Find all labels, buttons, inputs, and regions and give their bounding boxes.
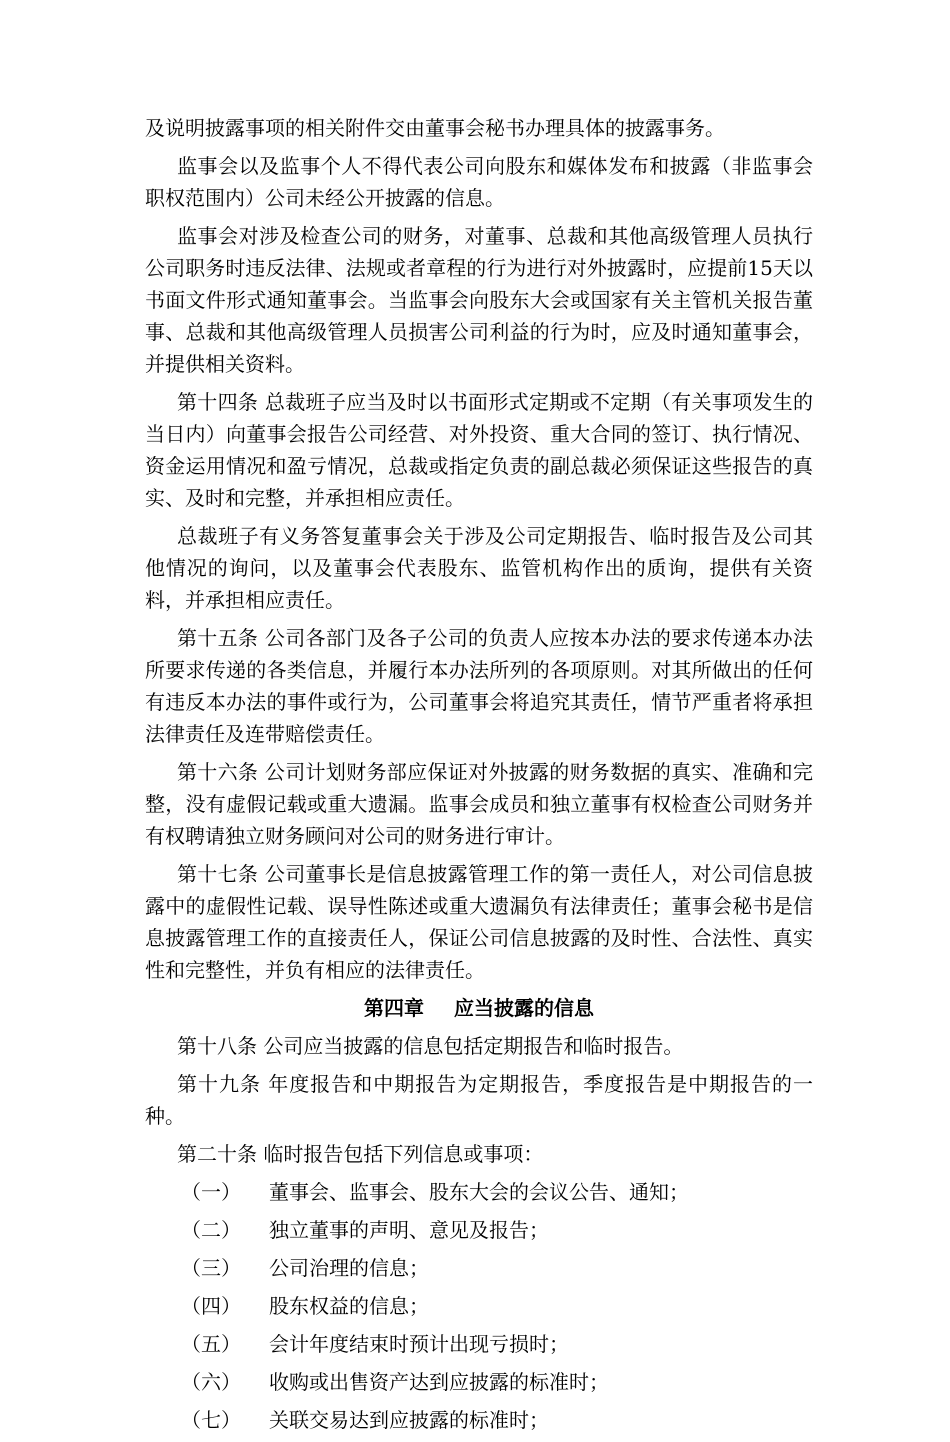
- paragraph-president-obligation: 总裁班子有义务答复董事会关于涉及公司定期报告、临时报告及公司其他情况的询问，以及董事会代表股东、监管机构作出的质询，提供有关资料，并承担相应责任。: [145, 524, 813, 612]
- list-item-text: 会计年度结束时预计出现亏损时；: [269, 1332, 569, 1356]
- list-item-text: 关联交易达到应披露的标准时；: [269, 1408, 549, 1432]
- list-item-number: （七）: [181, 1408, 241, 1432]
- list-item-number: （二）: [181, 1218, 241, 1242]
- list-item-number: （一）: [181, 1180, 241, 1204]
- list-item-text: 收购或出售资产达到应披露的标准时；: [269, 1370, 609, 1394]
- article-16: 第十六条 公司计划财务部应保证对外披露的财务数据的真实、准确和完整，没有虚假记载或重大遗漏。监事会成员和独立董事有权检查公司财务并有权聘请独立财务顾问对公司的财务进行审计。: [145, 760, 813, 848]
- list-item-number: （三）: [181, 1256, 241, 1280]
- list-item: [145, 1176, 813, 1208]
- article-17: 第十七条 公司董事长是信息披露管理工作的第一责任人，对公司信息披露中的虚假性记载、误导性陈述或重大遗漏负有法律责任；董事会秘书是信息披露管理工作的直接责任人，保证公司信息披露的及时性、合法性、真实性和完整性，并负有相应的法律责任。: [145, 862, 813, 982]
- list-item: [145, 1328, 813, 1360]
- chapter-heading: [145, 992, 813, 1024]
- document-page: [145, 112, 813, 1442]
- paragraph-supervisors-restriction: 监事会以及监事个人不得代表公司向股东和媒体发布和披露（非监事会职权范围内）公司未经公开披露的信息。: [145, 154, 813, 210]
- article-18: 第十八条 公司应当披露的信息包括定期报告和临时报告。: [177, 1034, 684, 1058]
- list-item: [145, 1290, 813, 1322]
- article-14: 第十四条 总裁班子应当及时以书面形式定期或不定期（有关事项发生的当日内）向董事会报告公司经营、对外投资、重大合同的签订、执行情况、资金运用情况和盈亏情况，总裁或指定负责的副总裁必须保证这些报告的真实、及时和完整，并承担相应责任。: [145, 390, 813, 510]
- list-item-text: 独立董事的声明、意见及报告；: [269, 1218, 549, 1242]
- chapter-number: 第四章: [364, 996, 424, 1020]
- chapter-title: 应当披露的信息: [454, 996, 594, 1020]
- article-15: 第十五条 公司各部门及各子公司的负责人应按本办法的要求传递本办法所要求传递的各类信息，并履行本办法所列的各项原则。对其所做出的任何有违反本办法的事件或行为，公司董事会将追究其责任，情节严重者将承担法律责任及连带赔偿责任。: [145, 626, 813, 746]
- list-item: [145, 1404, 813, 1436]
- list-item: [145, 1252, 813, 1284]
- article-20: 第二十条 临时报告包括下列信息或事项：: [177, 1142, 544, 1166]
- list-item: [145, 1366, 813, 1398]
- paragraph-supervisors-disclosure: 监事会对涉及检查公司的财务，对董事、总裁和其他高级管理人员执行公司职务时违反法律、法规或者章程的行为进行对外披露时，应提前15天以书面文件形式通知董事会。当监事会向股东大会或国家有关主管机关报告董事、总裁和其他高级管理人员损害公司利益的行为时，应及时通知董事会，并提供相关资料。: [145, 224, 813, 376]
- list-item-number: （五）: [181, 1332, 241, 1356]
- list-item-text: 董事会、监事会、股东大会的会议公告、通知；: [269, 1180, 689, 1204]
- list-item-number: （四）: [181, 1294, 241, 1318]
- article-19: 第十九条 年度报告和中期报告为定期报告，季度报告是中期报告的一种。: [145, 1072, 813, 1128]
- paragraph-continuation: 及说明披露事项的相关附件交由董事会秘书办理具体的披露事务。: [145, 116, 725, 140]
- list-item-text: 公司治理的信息；: [269, 1256, 429, 1280]
- list-item-text: 股东权益的信息；: [269, 1294, 429, 1318]
- list-item-number: （六）: [181, 1370, 241, 1394]
- list-item: [145, 1214, 813, 1246]
